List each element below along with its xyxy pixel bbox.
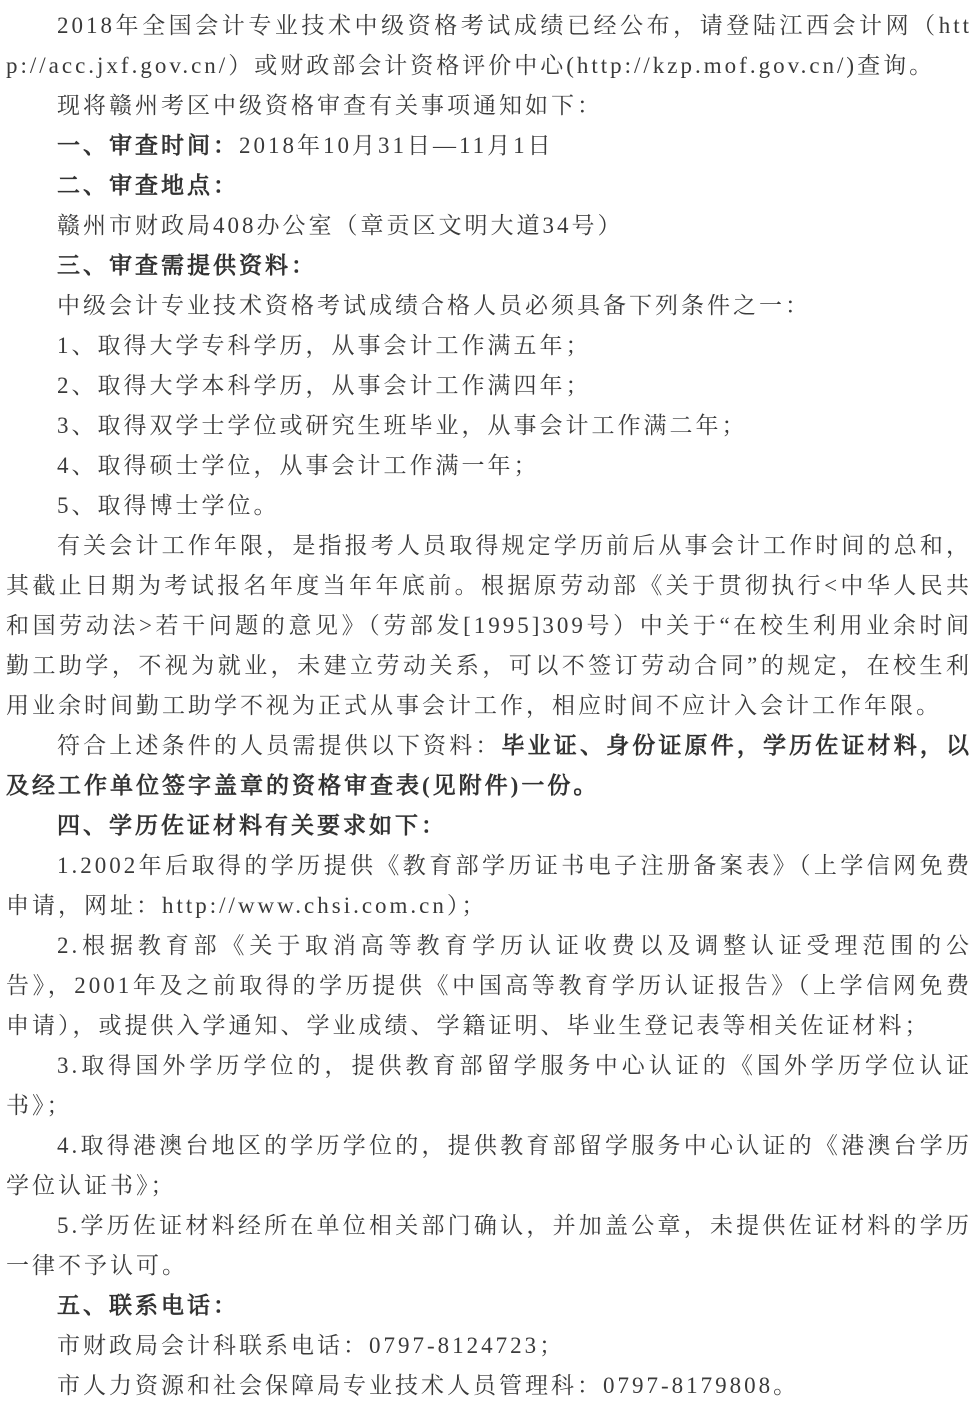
text-run: 市人力资源和社会保障局专业技术人员管理科：0797-8179808。 (57, 1373, 800, 1398)
section-2-review-place-heading (6, 166, 972, 206)
intro-paragraph (6, 6, 972, 86)
bold-text-run: 三、审查需提供资料： (57, 253, 317, 278)
document-body (6, 6, 972, 1406)
education-proof-item-3 (6, 1046, 972, 1126)
bold-text-run: 五、联系电话： (57, 1293, 239, 1318)
text-run: 3.取得国外学历学位的，提供教育部留学服务中心认证的《国外学历学位认证书》； (6, 1053, 972, 1118)
text-run: 4、取得硕士学位，从事会计工作满一年； (57, 453, 540, 478)
bold-text-run: 一、审查时间： (57, 133, 239, 158)
education-proof-item-2 (6, 926, 972, 1046)
section-3-materials-heading (6, 246, 972, 286)
condition-item-4 (6, 446, 972, 486)
required-materials-paragraph (6, 726, 972, 806)
text-run: 2018年全国会计专业技术中级资格考试成绩已经公布，请登陆江西会计网（http://acc.jxf.gov.cn/）或财政部会计资格评价中心(http://kzp.mof.gov.cn/)查询。 (6, 13, 972, 78)
text-run: 赣州市财政局408办公室（章贡区文明大道34号） (57, 213, 624, 238)
text-run: 1、取得大学专科学历，从事会计工作满五年； (57, 333, 592, 358)
section-1-review-time (6, 126, 972, 166)
contact-finance-bureau-paragraph (6, 1326, 972, 1366)
bold-text-run: 二、审查地点： (57, 173, 239, 198)
education-proof-item-4 (6, 1126, 972, 1206)
text-run: 2.根据教育部《关于取消高等教育学历认证收费以及调整认证受理范围的公告》，2001年及之前取得的学历提供《中国高等教育学历认证报告》（上学信网免费申请），或提供入学通知、学业成绩、学籍证明、毕业生登记表等相关佐证材料； (6, 933, 972, 1038)
condition-item-2 (6, 366, 972, 406)
work-years-explanation-paragraph (6, 526, 972, 726)
text-run: 5、取得博士学位。 (57, 493, 280, 518)
text-run: 符合上述条件的人员需提供以下资料： (57, 733, 502, 758)
section-5-contact-heading (6, 1286, 972, 1326)
education-proof-item-5 (6, 1206, 972, 1286)
review-place-paragraph (6, 206, 972, 246)
bold-text-run: 四、学历佐证材料有关要求如下： (57, 813, 447, 838)
notice-lead-paragraph (6, 86, 972, 126)
condition-item-3 (6, 406, 972, 446)
text-run: 有关会计工作年限，是指报考人员取得规定学历前后从事会计工作时间的总和，其截止日期为考试报名年度当年年底前。根据原劳动部《关于贯彻执行<中华人民共和国劳动法>若干问题的意见》（劳部发[1995]309号）中关于“在校生利用业余时间勤工助学，不视为就业，未建立劳动关系，可以不签订劳动合同”的规定，在校生利用业余时间勤工助学不视为正式从事会计工作，相应时间不应计入会计工作年限。 (6, 533, 972, 718)
text-run: 1.2002年后取得的学历提供《教育部学历证书电子注册备案表》（上学信网免费申请，网址：http://www.chsi.com.cn）； (6, 853, 972, 918)
section-4-education-proof-heading (6, 806, 972, 846)
text-run: 市财政局会计科联系电话：0797-8124723； (57, 1333, 566, 1358)
text-run: 4.取得港澳台地区的学历学位的，提供教育部留学服务中心认证的《港澳台学历学位认证书》； (6, 1133, 972, 1198)
condition-item-5 (6, 486, 972, 526)
bold-text-run: 毕业证、身份证原件，学历佐证材料，以及经工作单位签字盖章的资格审查表(见附件)一份。 (6, 733, 973, 798)
education-proof-item-1 (6, 846, 972, 926)
text-run: 2018年10月31日—11月1日 (239, 133, 554, 158)
text-run: 现将赣州考区中级资格审查有关事项通知如下： (57, 93, 603, 118)
text-run: 中级会计专业技术资格考试成绩合格人员必须具备下列条件之一： (57, 293, 811, 318)
text-run: 5.学历佐证材料经所在单位相关部门确认，并加盖公章，未提供佐证材料的学历一律不予认可。 (6, 1213, 972, 1278)
contact-hr-bureau-paragraph (6, 1366, 972, 1406)
text-run: 2、取得大学本科学历，从事会计工作满四年； (57, 373, 592, 398)
text-run: 3、取得双学士学位或研究生班毕业，从事会计工作满二年； (57, 413, 748, 438)
condition-item-1 (6, 326, 972, 366)
conditions-lead-paragraph (6, 286, 972, 326)
